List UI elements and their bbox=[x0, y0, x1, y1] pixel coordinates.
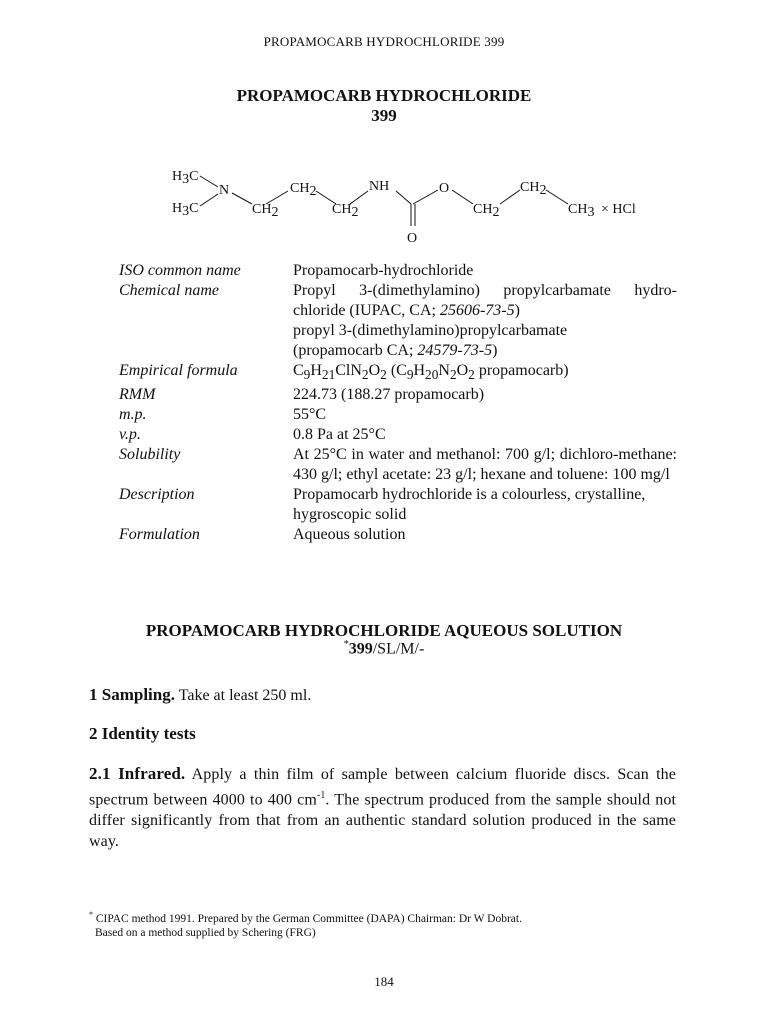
iso-label: ISO common name bbox=[119, 262, 241, 279]
solubility-label: Solubility bbox=[119, 446, 181, 464]
solubility-value: At 25°C in water and methanol: 700 g/l; dichloro-methane: 430 g/l; ethyl acetate: 23 g/l; hexane and toluene: 100 mg/l bbox=[293, 446, 677, 484]
rmm-value: 224.73 (188.27 propamocarb) bbox=[293, 386, 485, 404]
sampling-paragraph: 1 Sampling. Take at least 250 ml. bbox=[89, 685, 312, 704]
vp-label: v.p. bbox=[119, 426, 141, 444]
property-row-iso bbox=[119, 261, 679, 281]
infrared-heading: 2.1 Infrared. bbox=[89, 764, 186, 783]
ch2-5: CH2 bbox=[520, 180, 547, 198]
property-row-empirical-formula bbox=[119, 361, 679, 385]
formulation-label: Formulation bbox=[119, 526, 200, 544]
empirical-formula-label: Empirical formula bbox=[119, 362, 238, 379]
chemical-name-label: Chemical name bbox=[119, 282, 219, 299]
running-header: PROPAMOCARB HYDROCHLORIDE 399 bbox=[263, 34, 505, 49]
ch2-4: CH2 bbox=[473, 202, 500, 220]
nitrogen-atom: N bbox=[219, 183, 230, 198]
iso-value: Propamocarb-hydrochloride bbox=[293, 262, 474, 279]
infrared-paragraph: 2.1 Infrared. Apply a thin film of sample between calcium fluoride discs. Scan the spectrum between 4000 to 400 $cm^{-1}$. The spectrum produced from the sample should not differ significantly from that from an authentic standard solution produced in the same way. bbox=[89, 764, 677, 851]
page-number: 184 bbox=[374, 974, 394, 989]
properties-table bbox=[119, 261, 679, 545]
property-row-mp bbox=[119, 405, 679, 425]
structural-formula bbox=[160, 160, 660, 246]
compound-name: PROPAMOCARB HYDROCHLORIDE bbox=[236, 86, 532, 105]
property-row-vp bbox=[119, 425, 679, 445]
property-row-solubility bbox=[119, 445, 679, 485]
property-row-rmm bbox=[119, 385, 679, 405]
mp-value: 55°C bbox=[293, 406, 327, 424]
ch3-terminal: CH3 bbox=[568, 202, 595, 220]
section-title: PROPAMOCARB HYDROCHLORIDE AQUEOUS SOLUTION bbox=[145, 621, 623, 640]
cipac-code: *399/SL/M/- bbox=[343, 639, 425, 658]
methyl-bottom: H3C bbox=[172, 201, 199, 219]
description-label: Description bbox=[119, 486, 195, 504]
identity-tests-heading: 2 Identity tests bbox=[89, 724, 196, 743]
description-value: Propamocarb hydrochloride is a colourless, crystalline, hygroscopic solid bbox=[293, 486, 646, 524]
hcl-salt: × HCl bbox=[601, 202, 636, 217]
rmm-label: RMM bbox=[119, 386, 156, 404]
property-row-chemical-name bbox=[119, 281, 679, 361]
mp-label: m.p. bbox=[119, 406, 147, 424]
chemical-name-value: Propyl 3-(dimethylamino) propylcarbamate hydro- chloride (IUPAC, CA; 25606-73-5) propyl 3-(dimethylamino)propylcarbamate (propamocarb CA; 24579-73-5) bbox=[293, 282, 677, 359]
property-row-formulation bbox=[119, 525, 679, 545]
sampling-heading: 1 Sampling. bbox=[89, 685, 175, 704]
footnote: * CIPAC method 1991. Prepared by the German Committee (DAPA) Chairman: Dr W Dobrat. Based on a method supplied by Schering (FRG) bbox=[89, 910, 522, 939]
ch2-3: CH2 bbox=[332, 202, 359, 220]
ch2-1: CH2 bbox=[252, 202, 279, 220]
vp-value: 0.8 Pa at 25°C bbox=[293, 426, 386, 444]
compound-number: 399 bbox=[371, 106, 397, 125]
compound-title bbox=[0, 86, 768, 126]
ch2-2: CH2 bbox=[290, 181, 317, 199]
methyl-top: H3C bbox=[172, 169, 199, 187]
footnote-marker: * bbox=[343, 639, 349, 650]
empirical-formula-value: $C_9H_{21}ClN_2O_2$ ($C_9H_{20}N_2O_2$ propamocarb) bbox=[293, 362, 569, 383]
carbonyl-oxygen: O bbox=[407, 231, 418, 246]
nh-group: NH bbox=[369, 179, 390, 194]
ester-oxygen: O bbox=[439, 181, 450, 196]
formulation-value: Aqueous solution bbox=[293, 526, 406, 544]
property-row-description bbox=[119, 485, 679, 525]
